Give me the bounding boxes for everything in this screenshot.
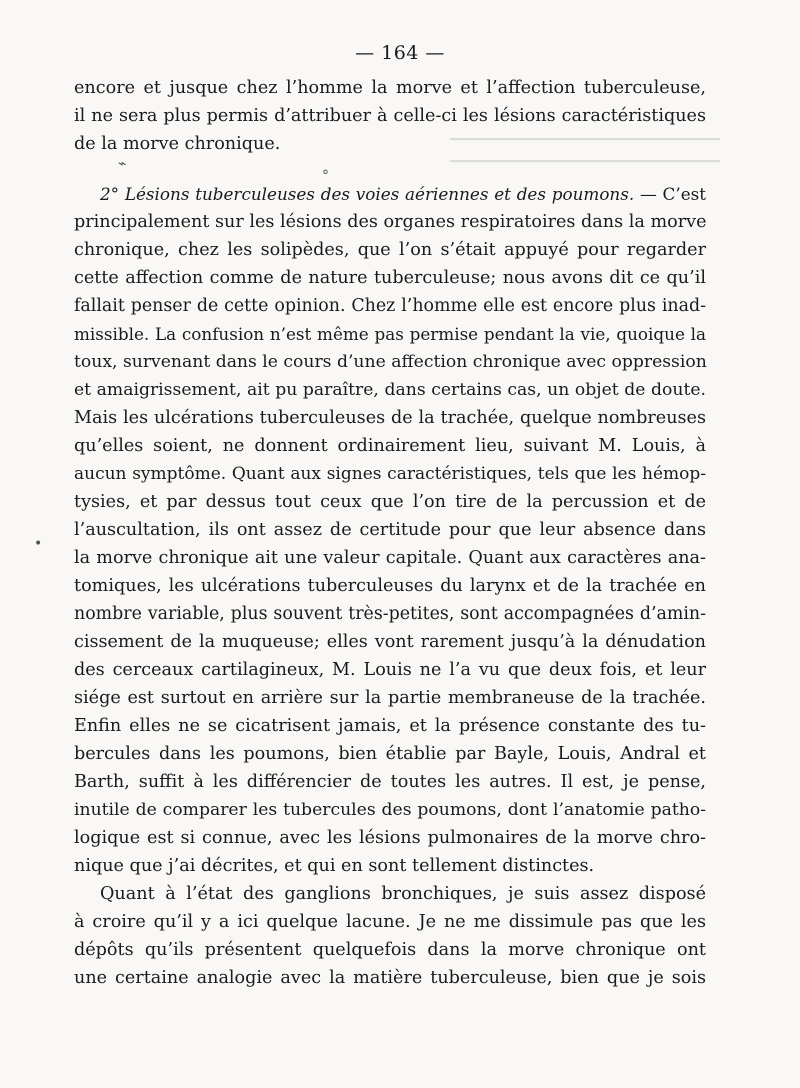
text-line: tysies, et par dessus tout ceux que l’on tire de la percussion et de — [74, 492, 706, 512]
text-line: tomiques, les ulcérations tuberculeuses du larynx et de la trachée en — [74, 576, 706, 596]
text-line: Barth, suffit à les différencier de toutes les autres. Il est, je pense, — [74, 772, 706, 792]
text-line: dépôts qu’ils présentent quelquefois dans la morve chronique ont — [74, 940, 706, 960]
text-line: principalement sur les lésions des organes respiratoires dans la morve — [74, 212, 707, 232]
text-line: fallait penser de cette opinion. Chez l’homme elle est encore plus inad- — [74, 296, 706, 316]
scan-speck: ⌁ — [118, 156, 127, 172]
text-line: bercules dans les poumons, bien établie par Bayle, Louis, Andral et — [74, 744, 706, 764]
text-line: Mais les ulcérations tuberculeuses de la trachée, quelque nombreuses — [74, 408, 706, 428]
section-heading — [100, 180, 706, 208]
text-line: de la morve chronique. — [74, 134, 281, 154]
text-line: nombre variable, plus souvent très-petites, sont accompagnées d’amin- — [74, 604, 706, 624]
bleed-through-shadow: ▁▁▁▁▁▁▁▁▁▁▁▁▁▁▁▁▁▁▁▁▁▁▁▁▁▁▁ — [450, 126, 720, 141]
text-line: des cerceaux cartilagineux, M. Louis ne l’a vu que deux fois, et leur — [74, 660, 706, 680]
text-line: toux, survenant dans le cours d’une affection chronique avec oppression — [74, 352, 707, 372]
text-line: la morve chronique ait une valeur capitale. Quant aux caractères ana- — [74, 548, 706, 568]
text-line: qu’elles soient, ne donnent ordinairement lieu, suivant M. Louis, à — [74, 436, 706, 456]
text-line: l’auscultation, ils ont assez de certitude pour que leur absence dans — [74, 520, 706, 540]
text-line: nique que j’ai décrites, et qui en sont tellement distinctes. — [74, 856, 595, 876]
text-line: encore et jusque chez l’homme la morve et l’affection tuberculeuse, — [74, 78, 706, 98]
text-line: Enfin elles ne se cicatrisent jamais, et la présence constante des tu- — [74, 716, 706, 736]
scan-speck: ° — [322, 168, 329, 184]
text-line: inutile de comparer les tubercules des poumons, dont l’anatomie patho- — [74, 800, 706, 820]
text-line: logique est si connue, avec les lésions pulmonaires de la morve chro- — [74, 828, 706, 848]
text-line: une certaine analogie avec la matière tuberculeuse, bien que je sois — [74, 968, 706, 988]
text-line: aucun symptôme. Quant aux signes caractéristiques, tels que les hémop- — [74, 464, 706, 484]
section-heading-continuation: — C’est — [634, 184, 706, 204]
scan-speck: • — [34, 536, 43, 552]
text-line: à croire qu’il y a ici quelque lacune. Je ne me dissimule pas que les — [74, 912, 706, 932]
section-heading-title: 2° Lésions tuberculeuses des voies aériennes et des poumons. — [100, 184, 635, 204]
text-line: et amaigrissement, ait pu paraître, dans certains cas, un objet de doute. — [74, 380, 706, 400]
bleed-through-shadow: ▁▁▁▁▁▁▁▁▁▁▁▁▁▁▁▁▁▁▁▁▁▁▁▁▁▁▁ — [450, 148, 720, 163]
text-line: siége est surtout en arrière sur la partie membraneuse de la trachée. — [74, 688, 706, 708]
text-line: Quant à l’état des ganglions bronchiques, je suis assez disposé — [100, 884, 706, 904]
text-line: missible. La confusion n’est même pas permise pendant la vie, quoique la — [74, 324, 706, 344]
page-number: — 164 — — [355, 42, 445, 64]
text-line: chronique, chez les solipèdes, que l’on s’était appuyé pour regarder — [74, 240, 706, 260]
text-line: cissement de la muqueuse; elles vont rarement jusqu’à la dénudation — [74, 632, 706, 652]
text-line: il ne sera plus permis d’attribuer à celle-ci les lésions caractéristiques — [74, 106, 706, 126]
text-line: cette affection comme de nature tuberculeuse; nous avons dit ce qu’il — [74, 268, 706, 288]
